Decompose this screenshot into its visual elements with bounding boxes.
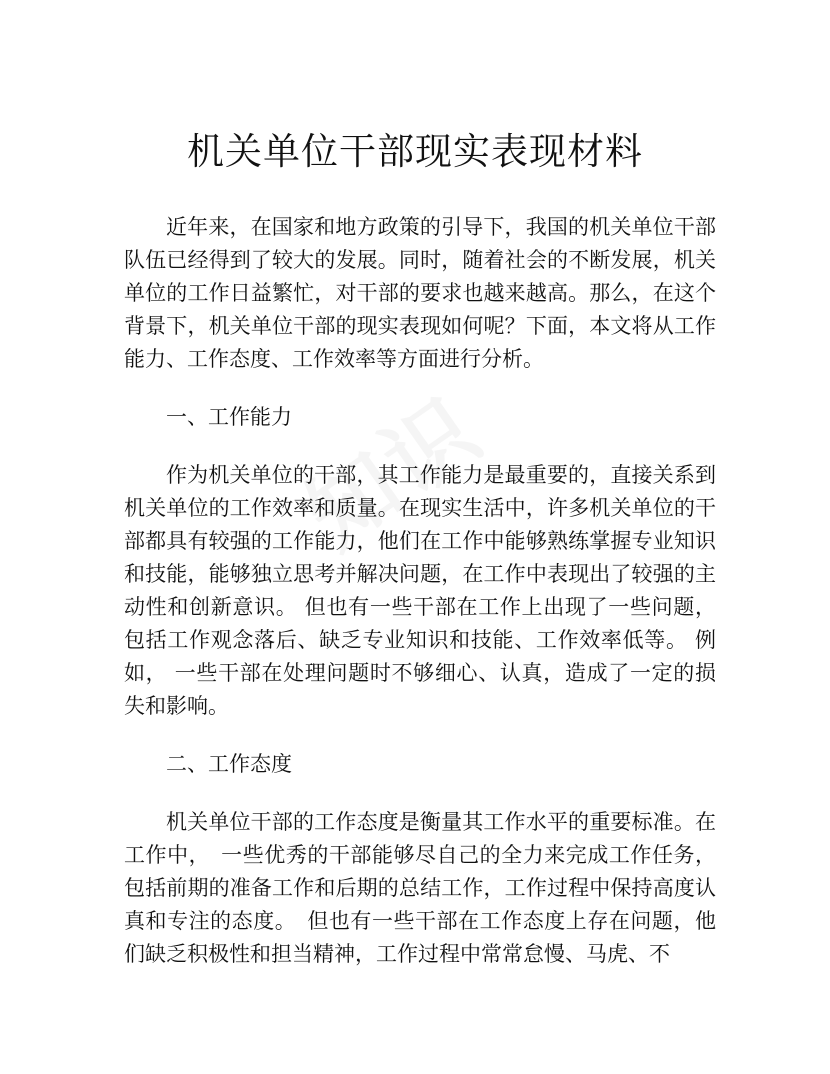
section-heading-work-ability: 一、工作能力 (166, 405, 292, 429)
intro-paragraph: 近年来，在国家和地方政策的引导下，我国的机关单位干部队伍已经得到了较大的发展。同时，随着社会的不断发展，机关单位的工作日益繁忙，对干部的要求也越来越高。那么，在这个背景下，机关单位干部的现实表现如何呢？下面，本文将从工作能力、工作态度、工作效率等方面进行分析。 (124, 215, 716, 371)
section-paragraph-work-attitude: 机关单位干部的工作态度是衡量其工作水平的重要标准。在工作中， 一些优秀的干部能够尽自己的全力来完成工作任务，包括前期的准备工作和后期的总结工作，工作过程中保持高度认真和专注的态度。 但也有一些干部在工作态度上存在问题，他们缺乏积极性和担当精神，工作过程中常常怠慢、马虎、不 (124, 810, 716, 966)
section-heading-work-attitude: 二、工作态度 (166, 752, 292, 776)
document-body (124, 211, 716, 996)
document-title: 机关单位干部现实表现材料 (187, 130, 643, 173)
section-paragraph-work-ability: 作为机关单位的干部，其工作能力是最重要的，直接关系到机关单位的工作效率和质量。在现实生活中，许多机关单位的干部都具有较强的工作能力，他们在工作中能够熟练掌握专业知识和技能，能够独立思考并解决问题，在工作中表现出了较强的主动性和创新意识。 但也有一些干部在工作上出现了一些问题， 包括工作观念落后、缺乏专业知识和技能、工作效率低等。 例如， 一些干部在处理问题时不够细心、认真，造成了一定的损失和影响。 (124, 463, 716, 718)
